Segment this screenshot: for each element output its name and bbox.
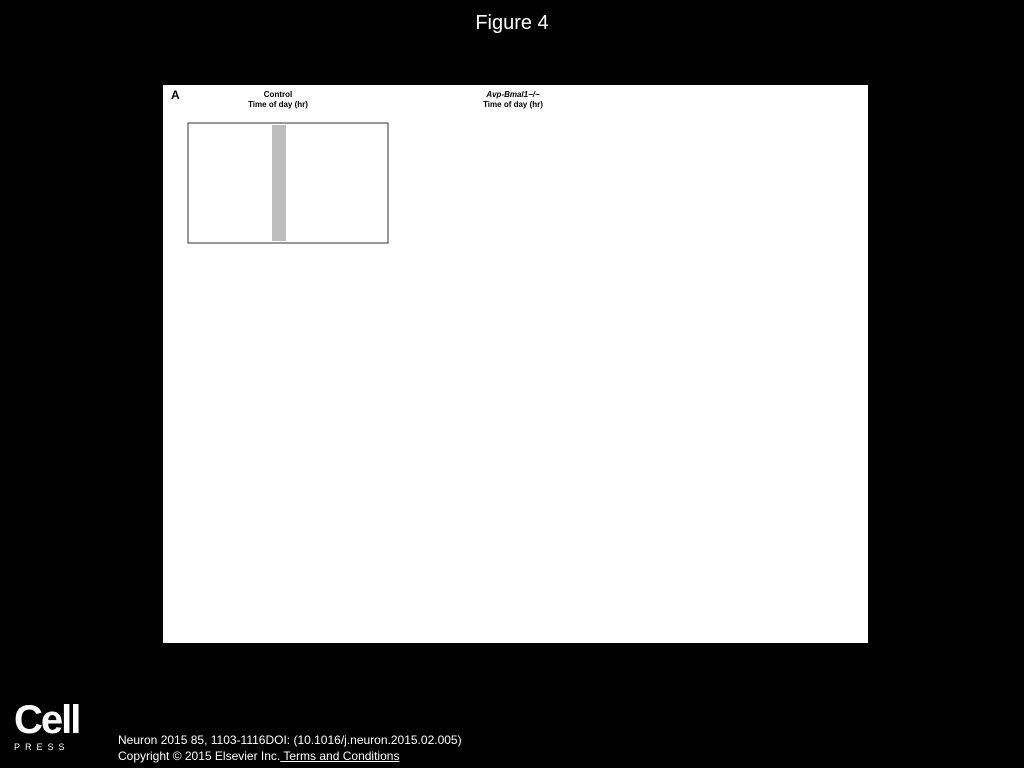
panel-A-letter: A xyxy=(171,88,180,102)
actogram-A-control-shade xyxy=(272,125,286,241)
logo-cell-text: Cell xyxy=(14,698,80,742)
logo-press-text: PRESS xyxy=(14,742,70,752)
copyright-line xyxy=(118,748,462,764)
terms-link[interactable]: Terms and Conditions xyxy=(280,749,400,763)
figure-title: Figure 4 xyxy=(475,12,549,34)
figure-canvas xyxy=(163,85,868,643)
panel-A-left-subtitle: Time of day (hr) xyxy=(248,100,308,109)
panel-A-right-subtitle: Time of day (hr) xyxy=(483,100,543,109)
cell-press-logo xyxy=(14,700,94,752)
citation-text: Neuron 2015 85, 1103-1116DOI: (10.1016/j.neuron.2015.02.005) xyxy=(118,733,462,747)
panel-A-left-title: Control xyxy=(263,90,293,99)
figure-panel xyxy=(163,85,868,643)
copyright-text: Copyright © 2015 Elsevier Inc. xyxy=(118,749,281,763)
panel-A-right-title: Avp-Bmal1−/− xyxy=(486,90,540,99)
actogram-A-control-frame xyxy=(188,123,388,243)
actogram-A-control xyxy=(188,123,388,243)
citation-block xyxy=(118,732,462,764)
